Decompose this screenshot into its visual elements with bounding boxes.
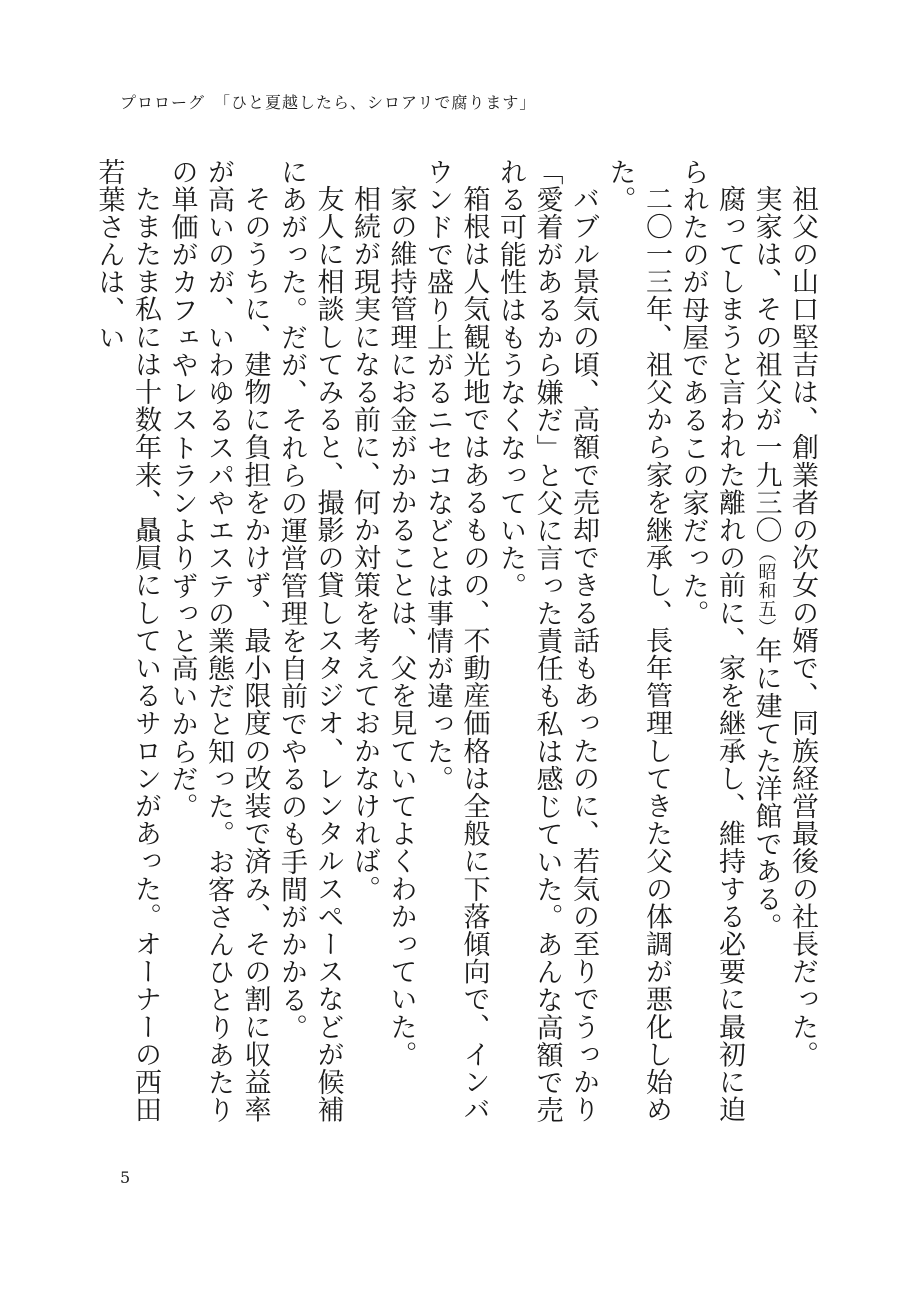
running-head: プロローグ 「ひと夏越したら、シロアリで腐ります」	[120, 93, 537, 112]
paragraph-3: 腐ってしまうと言われた離れの前に、家を継承し、維持する必要に最初に迫られたのが母屋であるこの家だった。	[677, 158, 745, 1124]
paragraph-9: 友人に相談してみると、撮影の貸しスタジオ、レンタルスペースなどが候補にあがった。だが、それらの運営管理を自前でやるのも手間がかかる。	[276, 158, 344, 1124]
paragraph-2	[747, 158, 784, 1148]
paragraph-2-text-before: 実家は、その祖父が一九三〇	[750, 185, 782, 544]
vertical-body-text	[88, 158, 820, 1148]
paragraph-5: バブル景気の頃、高額で売却できる話もあったのに、若気の至りでうっかり「愛着があるから嫌だ」と父に言った責任も私は感じていた。あんな高額で売れる可能性はもうなくなっていた。	[495, 158, 599, 1124]
paragraph-4: 二〇一三年、祖父から家を継承し、長年管理してきた父の体調が悪化し始めた。	[604, 158, 672, 1124]
paragraph-10: そのうちに、建物に負担をかけず、最小限度の改装で済み、その割に収益率が高いのが、いわゆるスパやエステの業態だと知った。お客さんひとりあたりの単価がカフェやレストランよりずっと高いからだ。	[166, 158, 271, 1124]
page-number: 5	[120, 1168, 131, 1187]
paragraph-1: 祖父の山口堅吉は、創業者の次女の婿で、同族経営最後の社長だった。	[787, 185, 818, 1069]
paragraph-7: 家の維持管理にお金がかかることは、父を見ていてよくわかっていた。	[385, 185, 417, 1069]
paragraph-2-text-after: 年に建てた洋館である。	[750, 636, 782, 941]
paragraph-6: 箱根は人気観光地ではあるものの、不動産価格は全般に下落傾向で、インバウンドで盛り上がるニセコなどとは事情が違った。	[422, 158, 490, 1124]
paragraph-11: たまたま私には十数年来、贔屓にしているサロンがあった。オーナーの西田若葉さんは、い	[93, 158, 161, 1124]
era-note: （昭和五）	[755, 543, 777, 637]
paragraph-8: 相続が現実になる前に、何か対策を考えておかなければ。	[349, 185, 380, 903]
